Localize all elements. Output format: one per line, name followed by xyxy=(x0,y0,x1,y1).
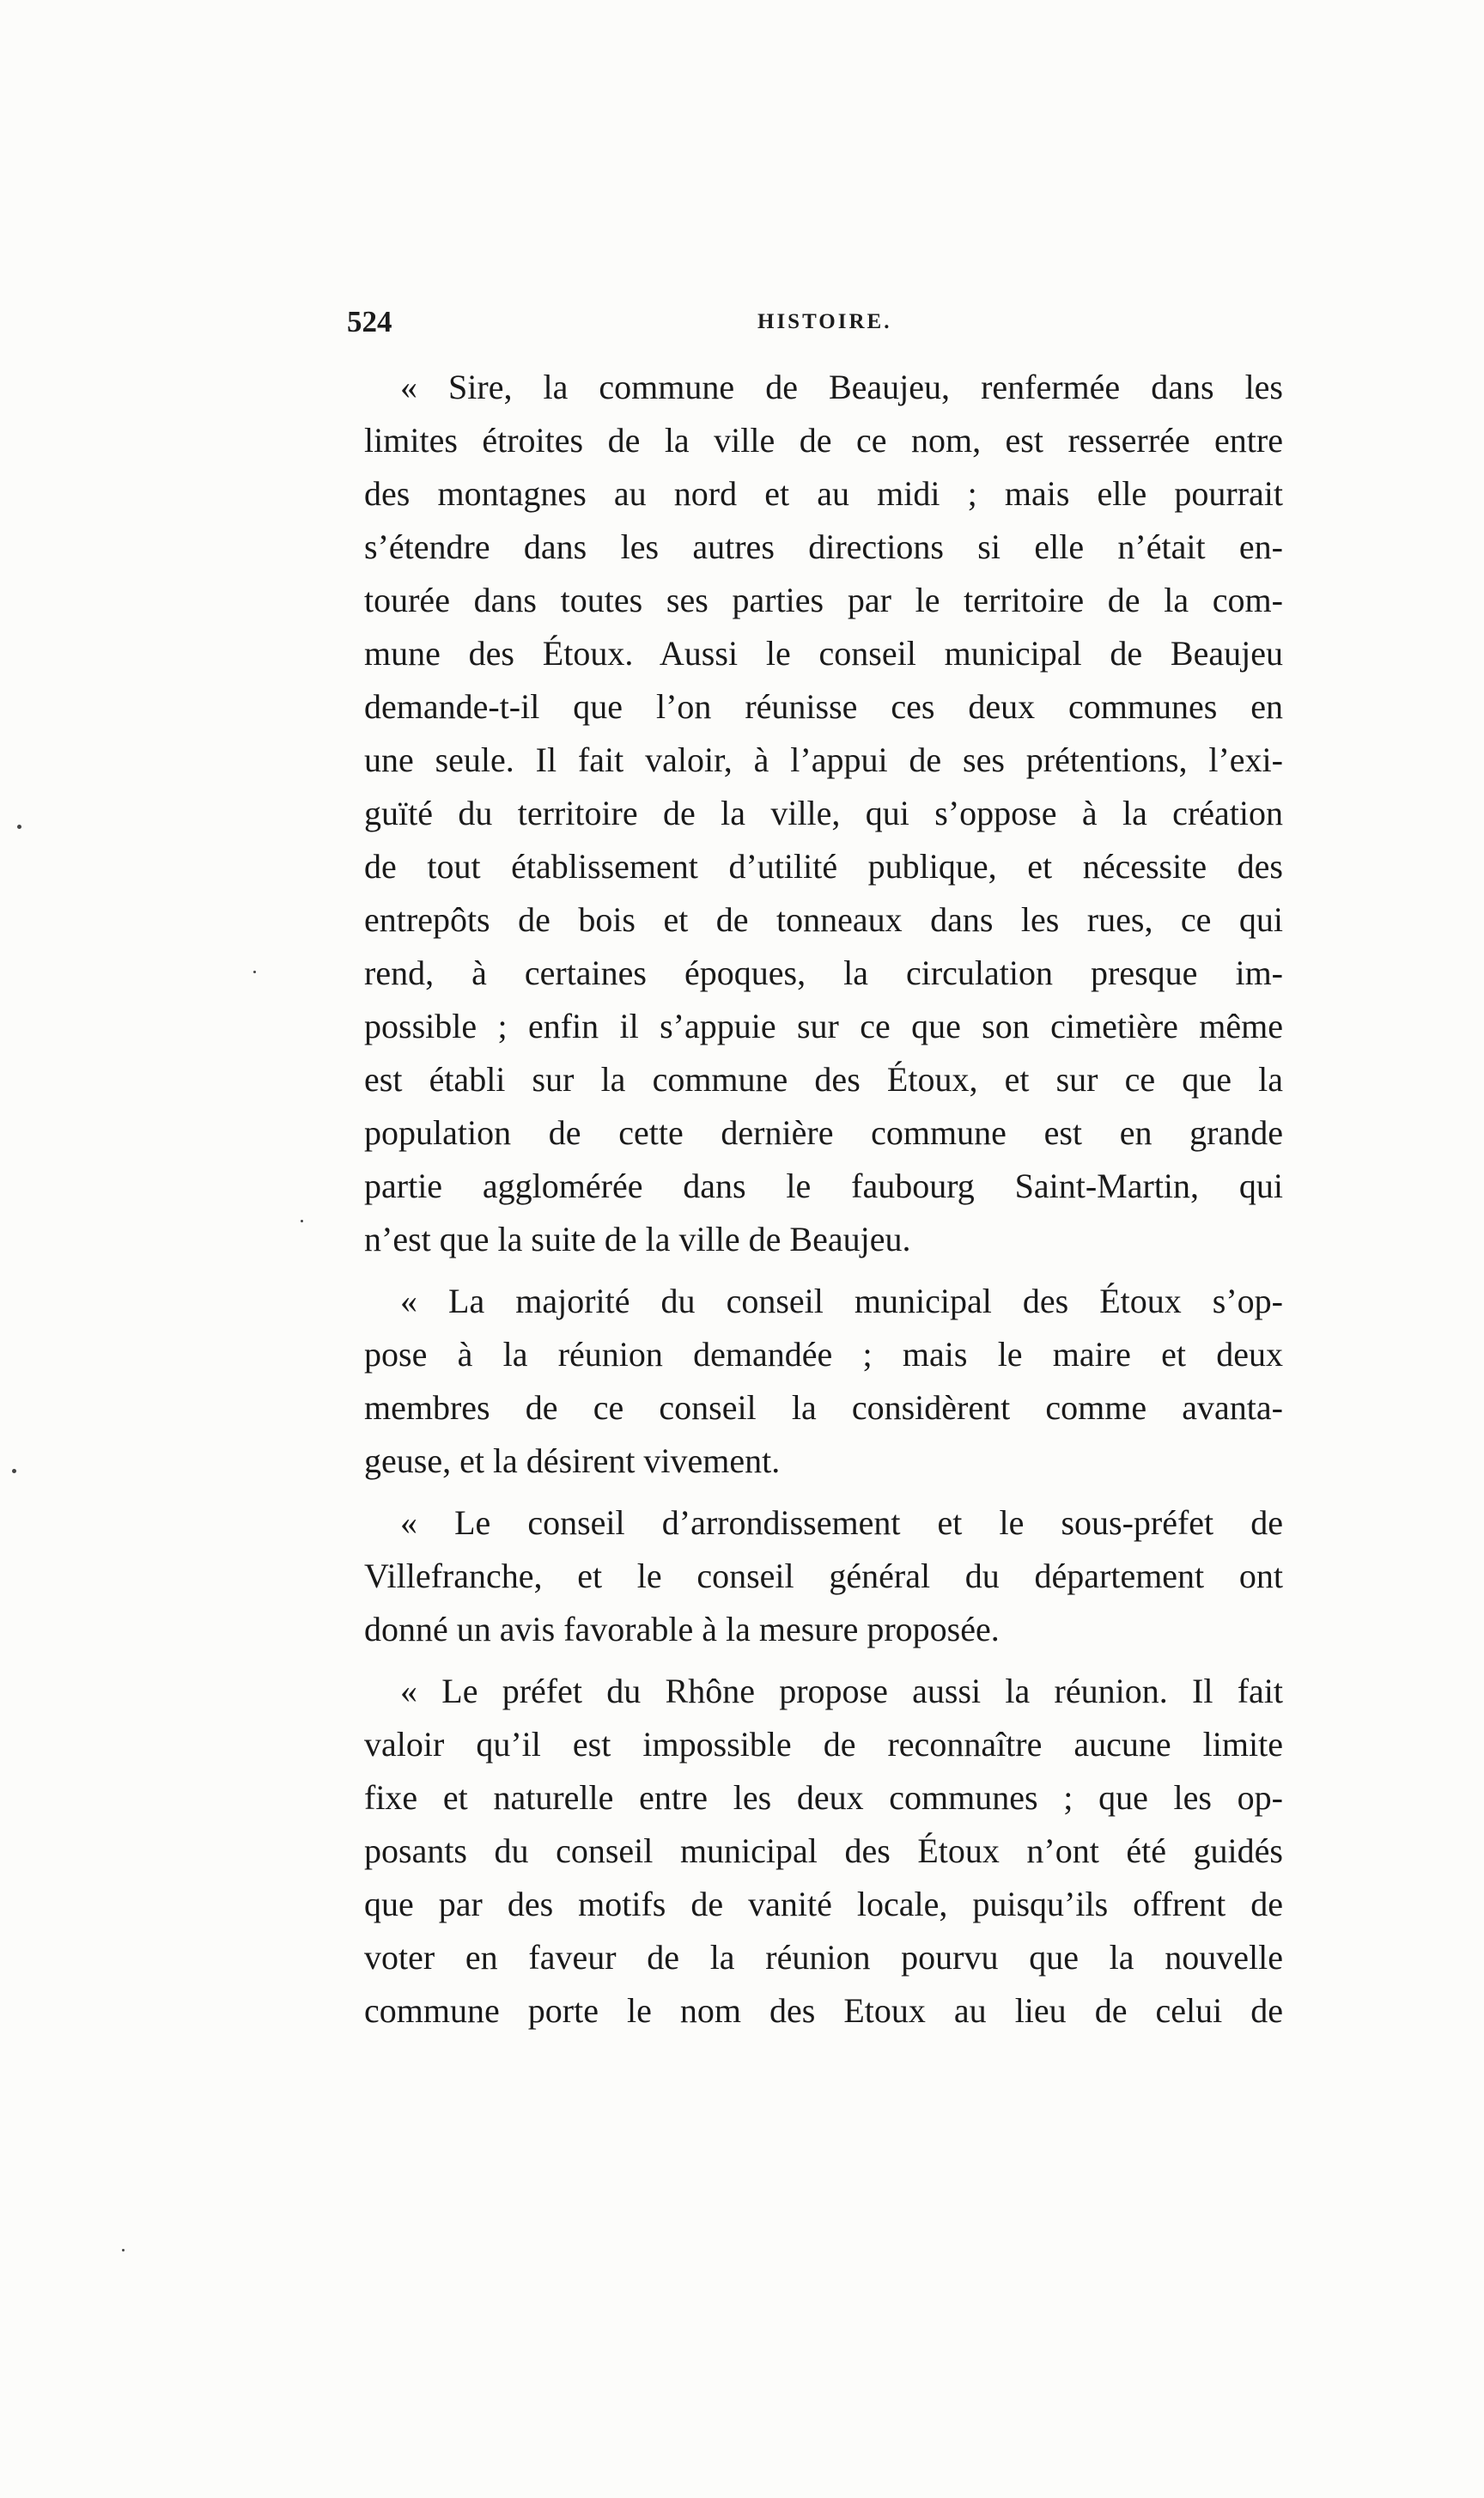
text-line: commune porte le nom des Etoux au lieu de celui de xyxy=(364,1991,1283,2030)
text-line: membres de ce conseil la considèrent comme avanta- xyxy=(364,1388,1283,1427)
text-line: Villefranche, et le conseil général du département ont xyxy=(364,1557,1283,1595)
text-line: partie agglomérée dans le faubourg Saint-Martin, qui xyxy=(364,1167,1283,1205)
text-line: est établi sur la commune des Étoux, et sur ce que la xyxy=(364,1060,1283,1099)
text-line: valoir qu’il est impossible de reconnaître aucune limite xyxy=(364,1725,1283,1764)
text-line: « Sire, la commune de Beaujeu, renfermée dans les xyxy=(400,368,1283,406)
text-line: « Le conseil d’arrondissement et le sous-préfet de xyxy=(400,1503,1283,1542)
body-text xyxy=(364,361,1283,2046)
text-line: que par des motifs de vanité locale, puisqu’ils offrent de xyxy=(364,1885,1283,1923)
text-line: mune des Étoux. Aussi le conseil municipal de Beaujeu xyxy=(364,634,1283,673)
text-line: « La majorité du conseil municipal des Étoux s’op- xyxy=(400,1282,1283,1320)
text-line: entrepôts de bois et de tonneaux dans les rues, ce qui xyxy=(364,900,1283,939)
running-title: HISTOIRE. xyxy=(757,310,892,333)
text-line: geuse, et la désirent vivement. xyxy=(364,1441,781,1480)
text-line: possible ; enfin il s’appuie sur ce que son cimetière même xyxy=(364,1007,1283,1045)
text-line: limites étroites de la ville de ce nom, est resserrée entre xyxy=(364,421,1283,460)
text-line: donné un avis favorable à la mesure proposée. xyxy=(364,1610,1000,1648)
text-line: guïté du territoire de la ville, qui s’oppose à la création xyxy=(364,794,1283,832)
text-line: des montagnes au nord et au midi ; mais elle pourrait xyxy=(364,474,1283,513)
text-line: demande-t-il que l’on réunisse ces deux communes en xyxy=(364,687,1283,726)
text-line: posants du conseil municipal des Étoux n’ont été guidés xyxy=(364,1831,1283,1870)
paper-speck xyxy=(301,1220,303,1222)
paragraph-1 xyxy=(364,361,1283,1266)
paragraph-4 xyxy=(364,1665,1283,2038)
text-line: une seule. Il fait valoir, à l’appui de ses prétentions, l’exi- xyxy=(364,740,1283,779)
text-line: pose à la réunion demandée ; mais le maire et deux xyxy=(364,1335,1283,1374)
text-line: population de cette dernière commune est en grande xyxy=(364,1113,1283,1152)
paper-speck xyxy=(17,825,21,829)
paper-speck xyxy=(122,2249,125,2251)
paragraph-2 xyxy=(364,1275,1283,1488)
text-line: voter en faveur de la réunion pourvu que la nouvelle xyxy=(364,1938,1283,1977)
paper-speck xyxy=(12,1469,16,1473)
text-line: rend, à certaines époques, la circulation presque im- xyxy=(364,954,1283,992)
page-number: 524 xyxy=(347,305,392,338)
running-head xyxy=(347,305,1307,348)
paragraph-3 xyxy=(364,1496,1283,1656)
text-line: n’est que la suite de la ville de Beaujeu. xyxy=(364,1220,911,1258)
paper-speck xyxy=(253,971,256,973)
text-line: « Le préfet du Rhône propose aussi la réunion. Il fait xyxy=(400,1672,1283,1710)
text-line: s’étendre dans les autres directions si elle n’était en- xyxy=(364,527,1283,566)
text-line: fixe et naturelle entre les deux communes ; que les op- xyxy=(364,1778,1283,1817)
text-line: de tout établissement d’utilité publique, et nécessite des xyxy=(364,847,1283,886)
text-line: tourée dans toutes ses parties par le territoire de la com- xyxy=(364,581,1283,619)
